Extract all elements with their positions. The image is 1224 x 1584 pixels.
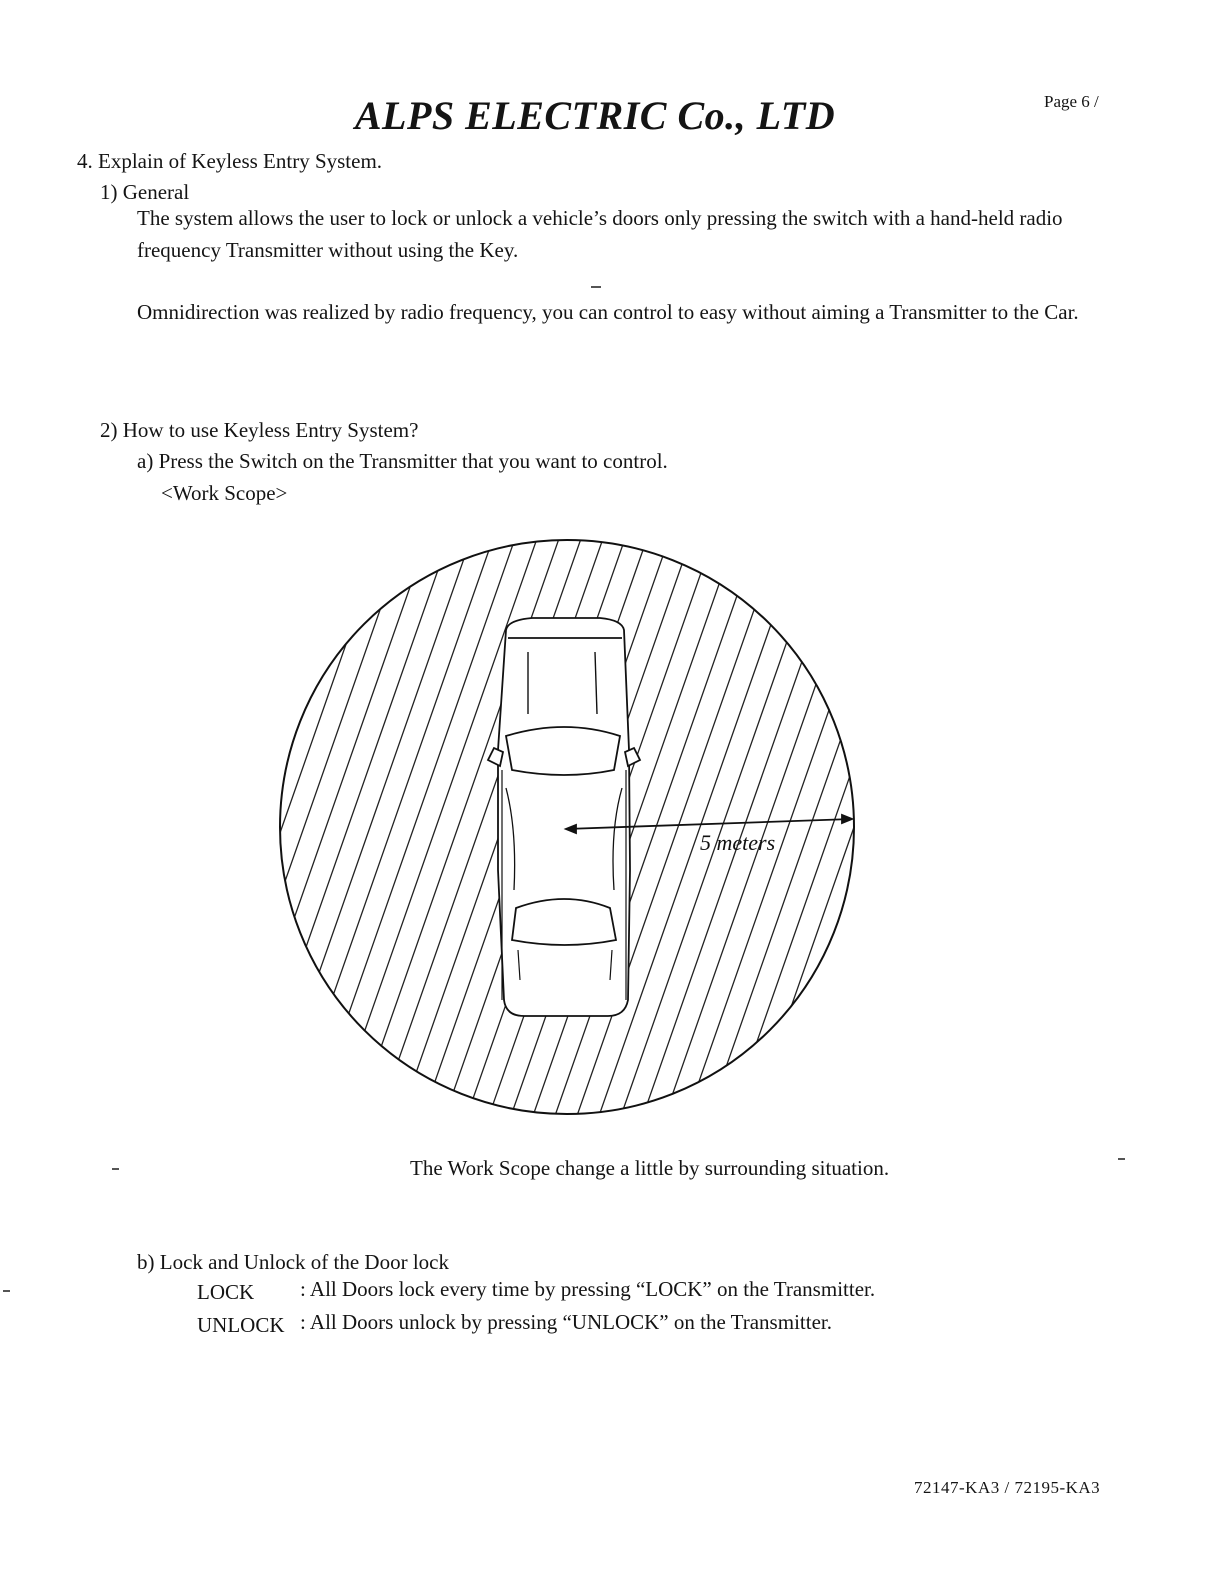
lock-description: : All Doors lock every time by pressing “LOCK” on the Transmitter. — [300, 1277, 876, 1301]
document-id: 72147-KA3 / 72195-KA3 — [914, 1478, 1101, 1497]
diagram-caption: The Work Scope change a little by surrounding situation. — [410, 1156, 890, 1180]
company-name: ALPS ELECTRIC Co., LTD — [354, 93, 836, 138]
how-to-heading: 2) How to use Keyless Entry System? — [100, 418, 419, 442]
work-scope-label: <Work Scope> — [161, 481, 288, 505]
lock-label: LOCK — [197, 1280, 255, 1304]
scan-mark — [591, 286, 601, 288]
hatch-line — [770, 530, 870, 1130]
hatch-line — [270, 530, 474, 1130]
page-number: Page 6 / — [1044, 92, 1099, 111]
unlock-description: : All Doors unlock by pressing “UNLOCK” on the Transmitter. — [300, 1310, 832, 1334]
radius-label: 5 meters — [700, 830, 776, 855]
scan-mark — [1118, 1158, 1125, 1160]
general-paragraph-1: The system allows the user to lock or unlock a vehicle’s doors only pressing the switch with a hand-held radio frequency Transmitter without using the Key. — [137, 206, 1063, 262]
hatch-line — [270, 530, 320, 1130]
hatch-line — [814, 530, 870, 1130]
scan-mark — [3, 1290, 10, 1292]
hatch-line — [286, 530, 496, 1130]
hatch-line — [858, 530, 870, 1130]
hatch-line — [270, 530, 298, 1130]
hatch-line — [308, 530, 518, 1130]
unlock-label: UNLOCK — [197, 1313, 285, 1337]
work-scope-diagram — [270, 530, 870, 1130]
step-a-text: a) Press the Switch on the Transmitter that you want to control. — [137, 449, 668, 473]
step-b-text: b) Lock and Unlock of the Door lock — [137, 1250, 449, 1274]
car-top-view-icon — [488, 618, 640, 1016]
hatch-line — [270, 530, 408, 1130]
general-heading: 1) General — [100, 180, 190, 204]
hatch-line — [270, 530, 452, 1130]
hatch-line — [270, 530, 364, 1130]
hatch-line — [270, 530, 276, 1130]
section-heading: 4. Explain of Keyless Entry System. — [77, 149, 383, 173]
general-paragraph-2: Omnidirection was realized by radio frequency, you can control to easy without aiming a Transmitter to the Car. — [137, 300, 1079, 324]
scan-mark — [112, 1168, 119, 1170]
